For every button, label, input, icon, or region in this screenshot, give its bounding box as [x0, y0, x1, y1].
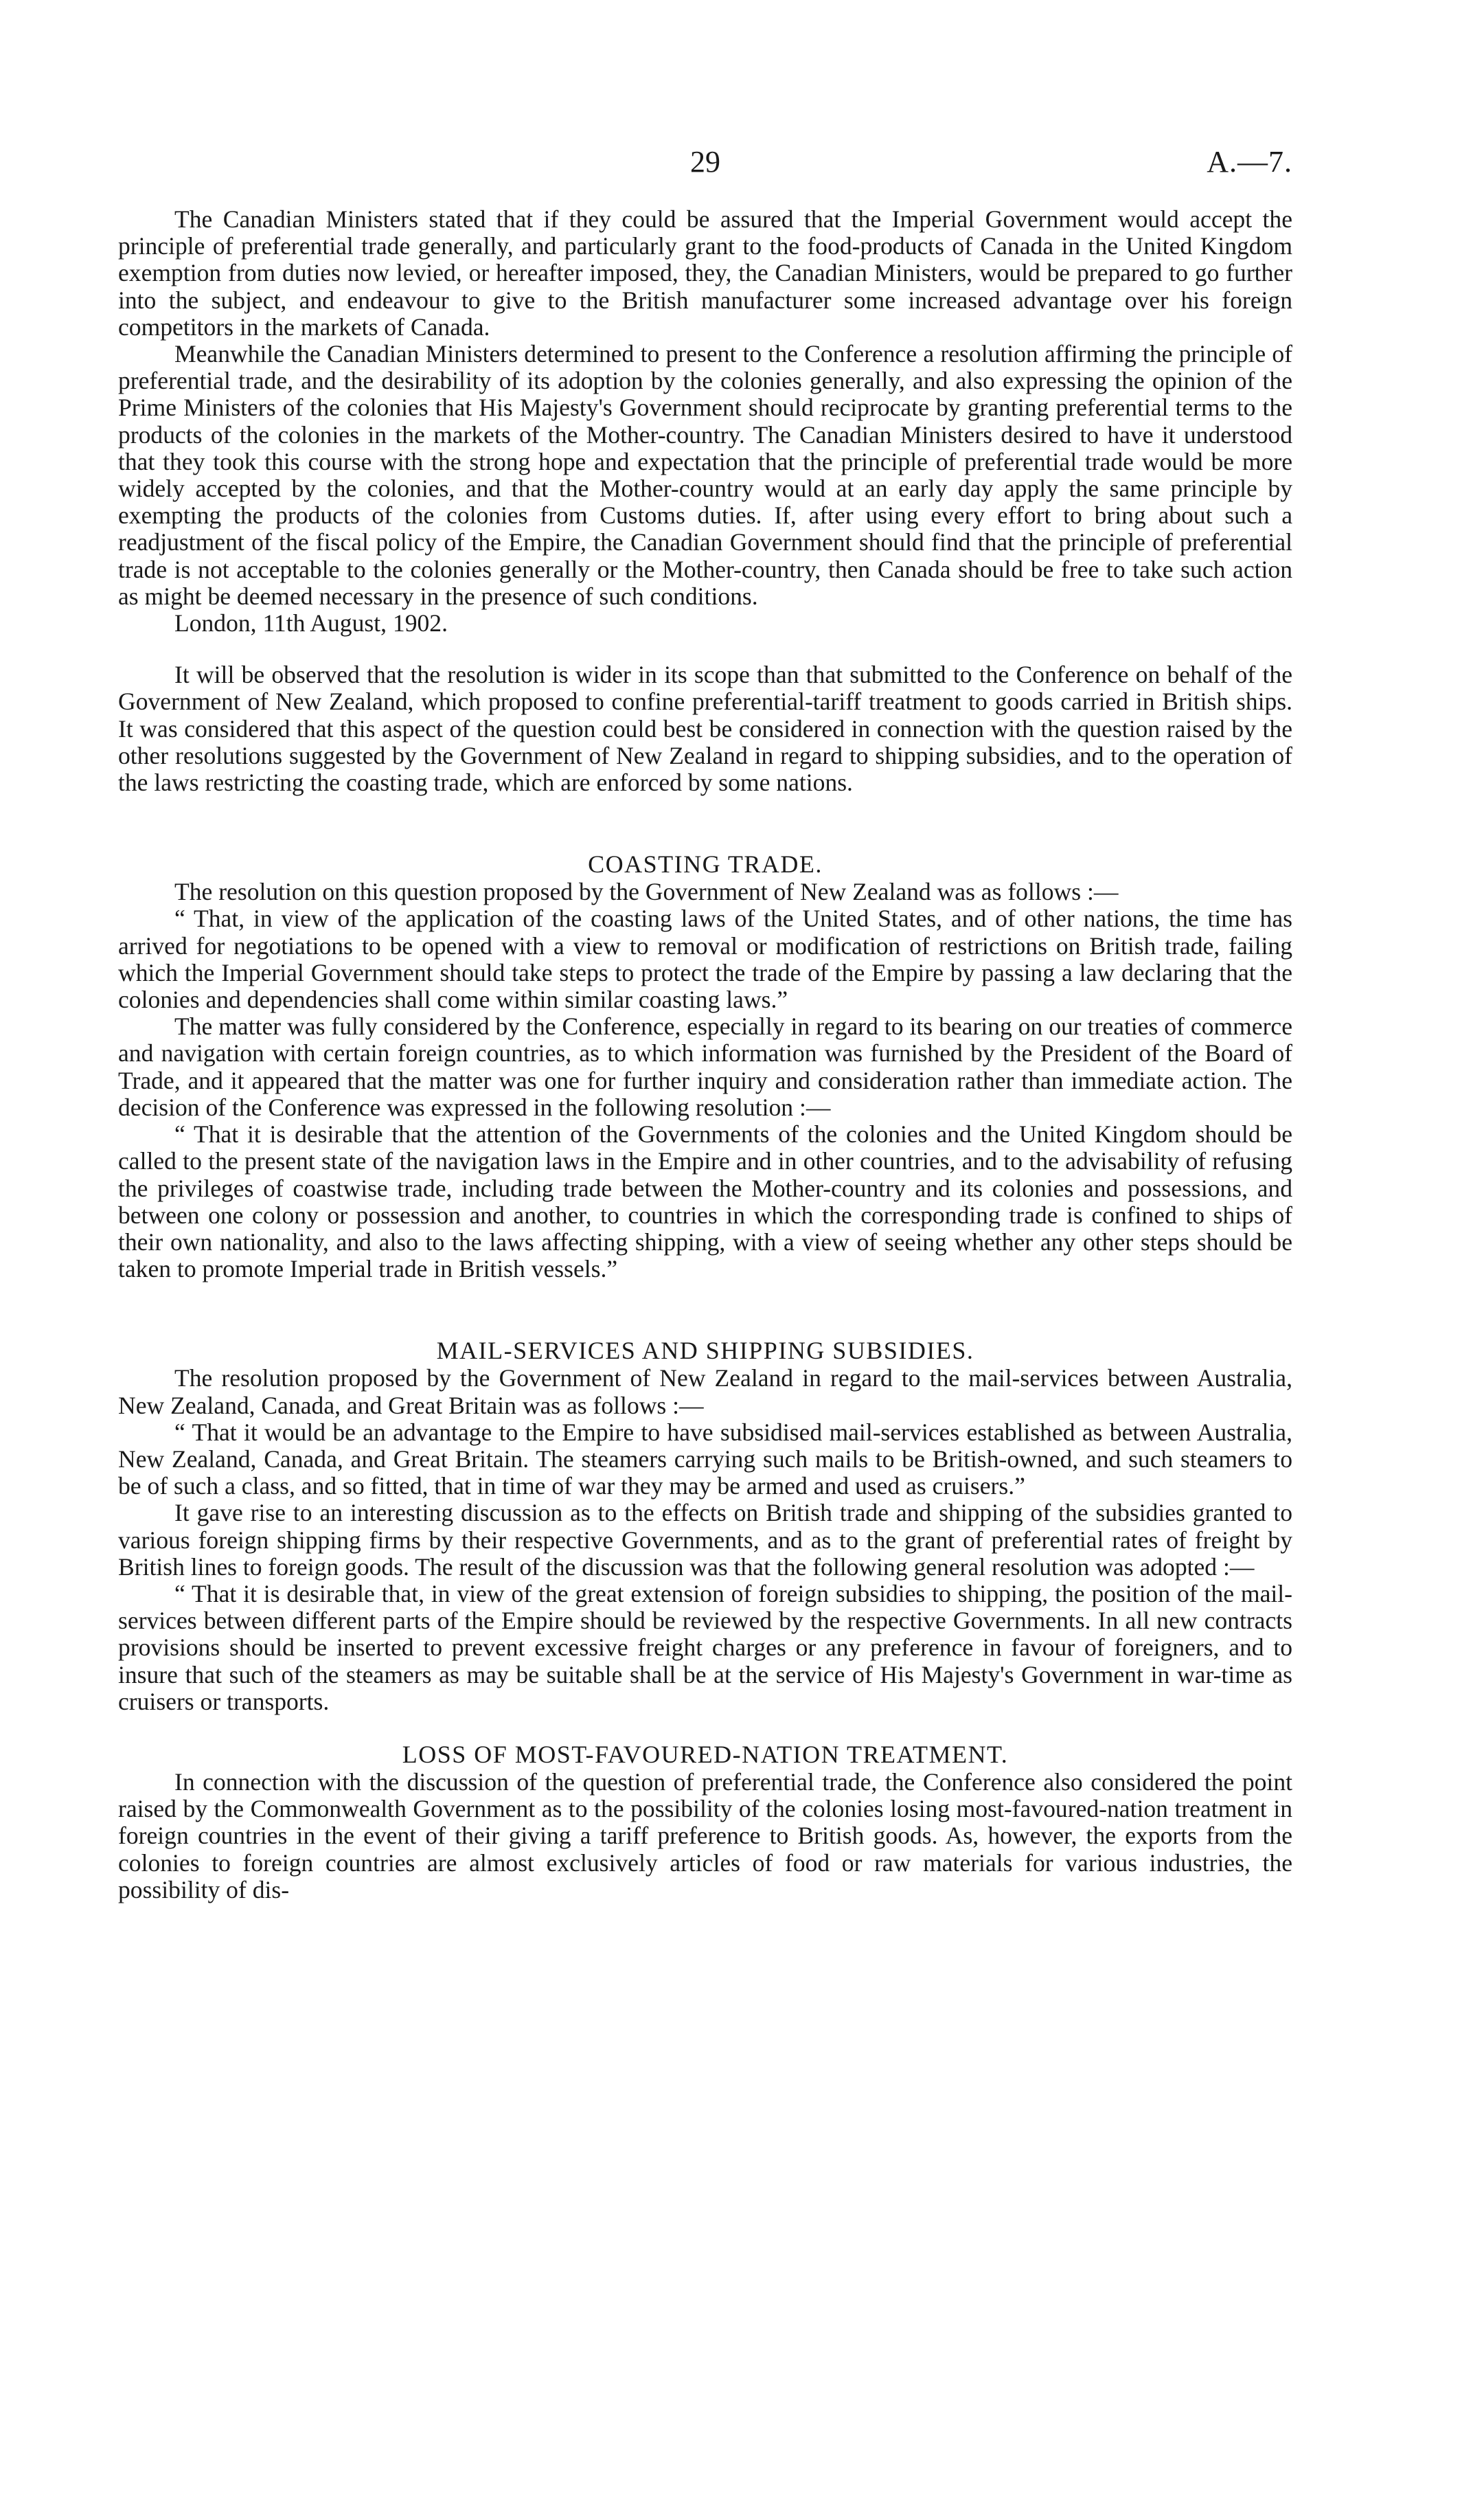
quoted-resolution: “ That, in view of the application of the coasting laws of the United States, and of other nations, the time has arrived for negotiations to be opened with a view to removal or modification of restrictions on British trade, failing which the Imperial Government should take steps to protect the trade of the Empire by passing a law declaring that the colonies and dependencies shall come within similar coasting laws.” [118, 905, 1292, 1014]
paragraph: The resolution proposed by the Government of New Zealand in regard to the mail-services between Australia, New Zealand, Canada, and Great Britain was as follows :— [118, 1364, 1292, 1419]
intro-section [118, 206, 1292, 796]
page-header [118, 0, 1292, 206]
document-page [118, 0, 1292, 1903]
coasting-trade-section [118, 850, 1292, 1282]
paragraph: The Canadian Ministers stated that if they could be assured that the Imperial Government would accept the principle of preferential trade generally, and particularly grant to the food-products of Canada in the United Kingdom exemption from duties now levied, or hereafter imposed, they, the Canadian Ministers, would be prepared to go further into the subject, and endeavour to give to the British manufacturer some increased advantage over his foreign competitors in the markets of Canada. [118, 205, 1292, 341]
paragraph: It gave rise to an interesting discussion as to the effects on British trade and shipping of the subsidies granted to various foreign shipping firms by their respective Governments, and as to the grant of preferential rates of freight by British lines to foreign goods. The result of the discussion was that the following general resolution was adopted :— [118, 1499, 1292, 1581]
mail-services-section [118, 1336, 1292, 1715]
paragraph: Meanwhile the Canadian Ministers determined to present to the Conference a resolution affirming the principle of preferential trade, and the desirability of its adoption by the colonies generally, and also expressing the opinion of the Prime Ministers of the colonies that His Majesty's Government should reciprocate by granting preferential terms to the products of the colonies in the markets of the Mother-country. The Canadian Ministers desired to have it understood that they took this course with the strong hope and expectation that the principle of preferential trade would be more widely accepted by the colonies, and that the Mother-country would at an early day apply the same principle by exempting the products of the colonies from Customs duties. If, after using every effort to bring about such a readjustment of the fiscal policy of the Empire, the Canadian Government should find that the principle of preferential trade is not acceptable to the colonies generally or the Mother-country, then Canada should be free to take such action as might be deemed necessary in the presence of such conditions. [118, 340, 1292, 610]
quoted-resolution: “ That it would be an advantage to the Empire to have subsidised mail-services established as between Australia, New Zealand, Canada, and Great Britain. The steamers carrying such mails to be British-owned, and such steamers to be of such a class, and so fitted, that in time of war they may be armed and used as cruisers.” [118, 1418, 1292, 1500]
dateline: London, 11th August, 1902. [174, 609, 448, 637]
paragraph: The matter was fully considered by the Conference, especially in regard to its bearing on our treaties of commerce and navigation with certain foreign countries, as to which information was furnished by the President of the Board of Trade, and it appeared that the matter was one for further inquiry and consideration rather than immediate action. The decision of the Conference was expressed in the following resolution :— [118, 1013, 1292, 1121]
paragraph: It will be observed that the resolution is wider in its scope than that submitted to the Conference on behalf of the Government of New Zealand, which proposed to confine preferential-tariff treatment to goods carried in British ships. It was considered that this aspect of the question could best be considered in connection with the question raised by the other resolutions suggested by the Government of New Zealand in regard to shipping subsidies, and to the operation of the laws restricting the coasting trade, which are enforced by some nations. [118, 661, 1292, 797]
paragraph: The resolution on this question proposed by the Government of New Zealand was as follows :— [174, 878, 1119, 906]
quoted-resolution: “ That it is desirable that, in view of the great extension of foreign subsidies to shipping, the position of the mail-services between different parts of the Empire should be reviewed by the respective Governments. In all new contracts provisions should be inserted to prevent excessive freight charges or any preference in favour of foreigners, and to insure that such of the steamers as may be suitable shall be at the service of His Majesty's Government in war-time as cruisers or transports. [118, 1579, 1292, 1715]
most-favoured-nation-section [118, 1740, 1292, 1903]
section-heading: LOSS OF MOST-FAVOURED-NATION TREATMENT. [402, 1740, 1009, 1768]
section-heading: COASTING TRADE. [588, 850, 823, 879]
section-heading: MAIL-SERVICES AND SHIPPING SUBSIDIES. [436, 1337, 974, 1365]
document-reference: A.—7. [1207, 145, 1292, 179]
paragraph: In connection with the discussion of the question of preferential trade, the Conference also considered the point raised by the Commonwealth Government as to the possibility of the colonies losing most-favoured-nation treatment in foreign countries in the event of their giving a tariff preference to British goods. As, however, the exports from the colonies to foreign countries are almost exclusively articles of food or raw materials for various industries, the possibility of dis- [118, 1767, 1292, 1903]
page-number: 29 [690, 145, 720, 179]
quoted-resolution: “ That it is desirable that the attention of the Governments of the colonies and the United Kingdom should be called to the present state of the navigation laws in the Empire and in other countries, and to the advisability of refusing the privileges of coastwise trade, including trade between the Mother-country and its colonies and possessions, and between one colony or possession and another, to countries in which the corresponding trade is confined to ships of their own nationality, and also to the laws affecting shipping, with a view of seeing whether any other steps should be taken to promote Imperial trade in British vessels.” [118, 1120, 1292, 1283]
